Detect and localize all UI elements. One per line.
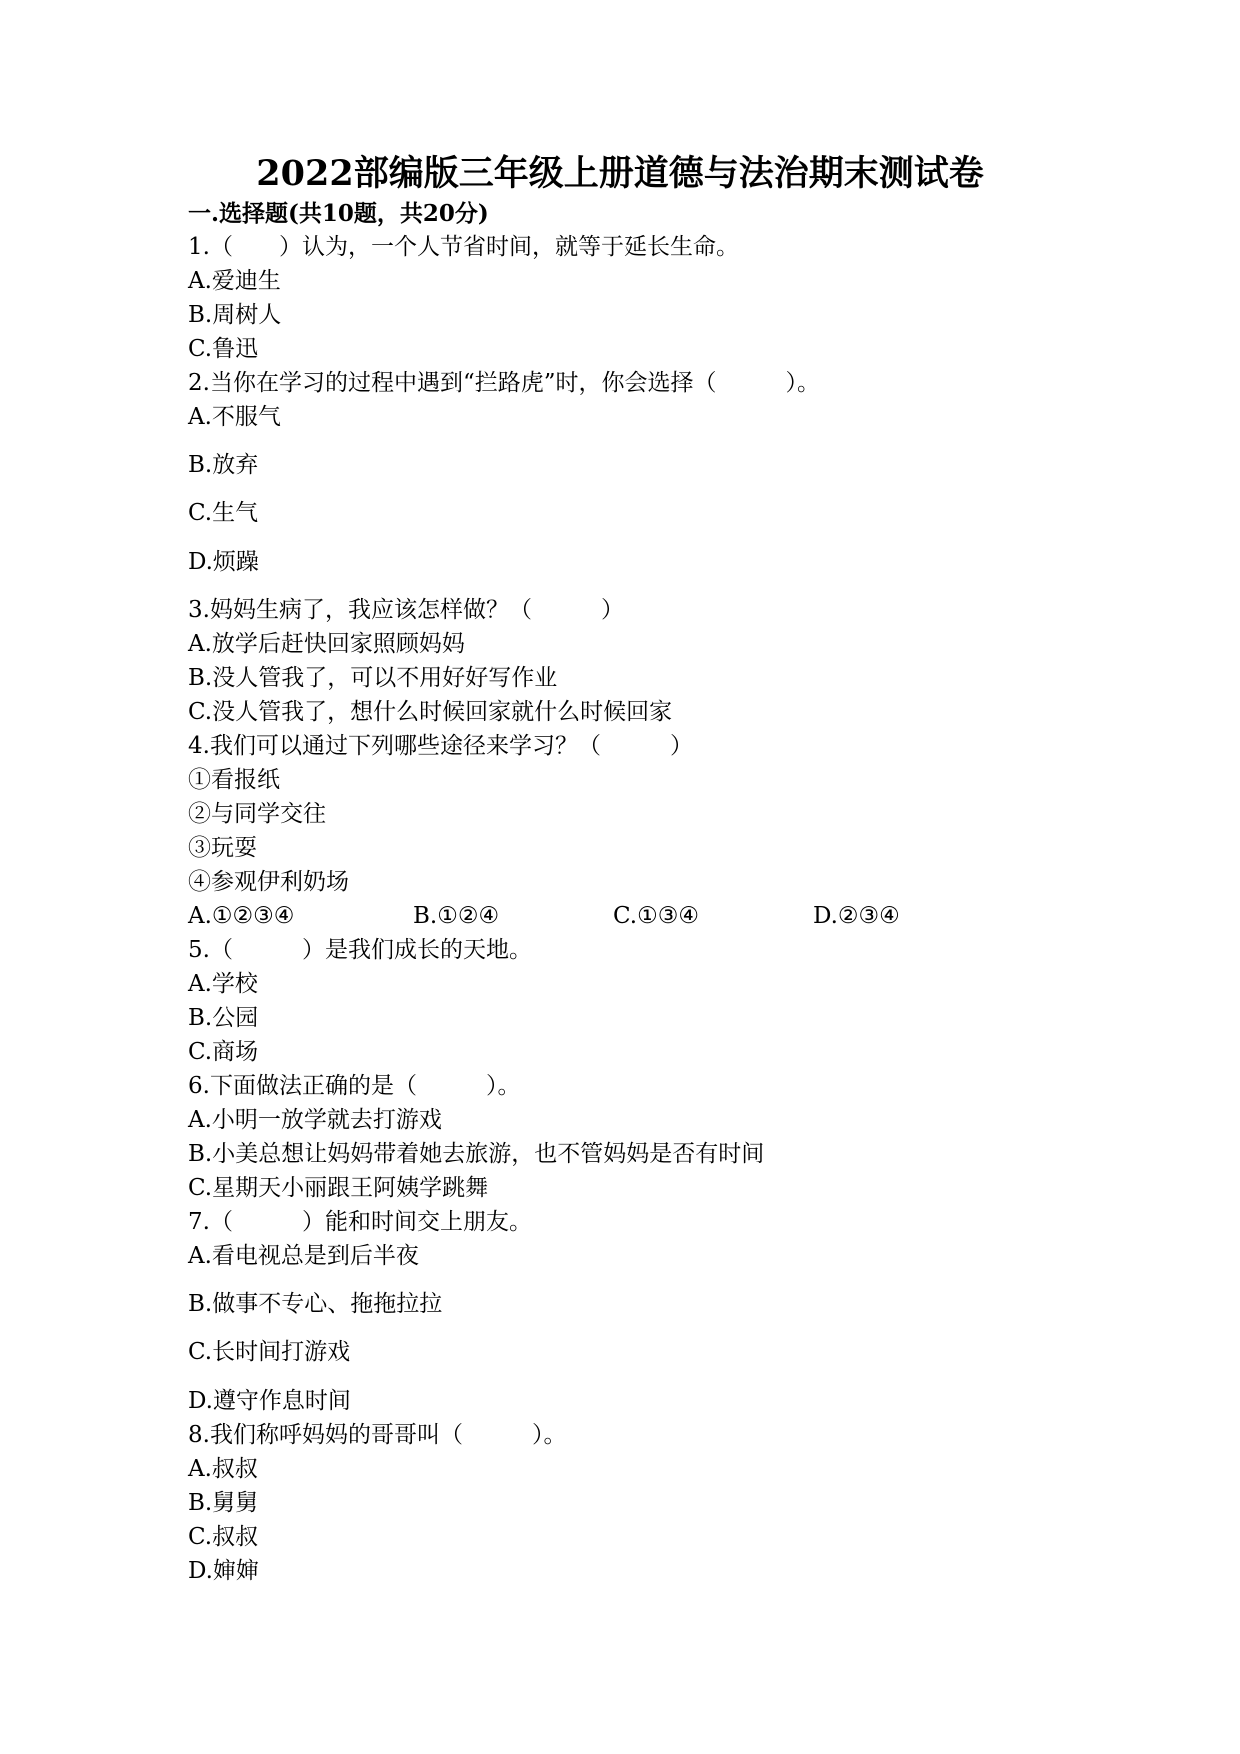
exam-title: 2022部编版三年级上册道德与法治期末测试卷 [256,153,984,194]
question-3-option-a: A.放学后赶快回家照顾妈妈 [188,631,465,657]
question-4-option-c: C.①③④ [613,903,699,929]
question-7-stem: 7.（ ）能和时间交上朋友。 [188,1209,532,1235]
question-8-option-b: B.舅舅 [188,1490,259,1516]
question-2-option-a: A.不服气 [188,404,281,430]
question-1-option-a: A.爱迪生 [188,268,281,294]
question-4-item-4: ④参观伊利奶场 [188,869,349,895]
question-1-option-b: B.周树人 [188,302,282,328]
question-4-item-1: ①看报纸 [188,767,280,793]
question-7-option-b: B.做事不专心、拖拖拉拉 [188,1291,443,1317]
question-8-option-d: D.婶婶 [188,1558,259,1584]
question-4-item-2: ②与同学交往 [188,801,326,827]
question-6-option-c: C.星期天小丽跟王阿姨学跳舞 [188,1175,489,1201]
question-6-option-b: B.小美总想让妈妈带着她去旅游，也不管妈妈是否有时间 [188,1141,765,1167]
question-6-stem: 6.下面做法正确的是（ ）。 [188,1073,521,1099]
question-3-stem: 3.妈妈生病了，我应该怎样做？（ ） [188,597,624,623]
question-1-stem: 1.（ ）认为，一个人节省时间，就等于延长生命。 [188,234,739,260]
section-heading: 一.选择题(共10题，共20分) [188,200,489,227]
question-4-option-a: A.①②③④ [188,903,295,929]
question-2-stem: 2.当你在学习的过程中遇到“拦路虎”时，你会选择（ ）。 [188,370,820,396]
question-4-stem: 4.我们可以通过下列哪些途径来学习？（ ） [188,733,693,759]
question-5-option-b: B.公园 [188,1005,259,1031]
question-5-stem: 5.（ ）是我们成长的天地。 [188,937,532,963]
question-2-option-d: D.烦躁 [188,549,259,575]
question-7-option-c: C.长时间打游戏 [188,1339,351,1365]
question-5-option-a: A.学校 [188,971,258,997]
question-1-option-c: C.鲁迅 [188,336,259,362]
question-8-option-c: C.叔叔 [188,1524,259,1550]
question-4-item-3: ③玩耍 [188,835,257,861]
question-4-option-d: D.②③④ [813,903,900,929]
question-3-option-c: C.没人管我了，想什么时候回家就什么时候回家 [188,699,673,725]
question-8-option-a: A.叔叔 [188,1456,258,1482]
question-3-option-b: B.没人管我了，可以不用好好写作业 [188,665,558,691]
question-2-option-c: C.生气 [188,500,259,526]
question-8-stem: 8.我们称呼妈妈的哥哥叫（ ）。 [188,1422,567,1448]
question-5-option-c: C.商场 [188,1039,259,1065]
question-4-option-b: B.①②④ [413,903,500,929]
question-6-option-a: A.小明一放学就去打游戏 [188,1107,442,1133]
question-7-option-d: D.遵守作息时间 [188,1388,351,1414]
question-7-option-a: A.看电视总是到后半夜 [188,1243,419,1269]
question-2-option-b: B.放弃 [188,452,259,478]
